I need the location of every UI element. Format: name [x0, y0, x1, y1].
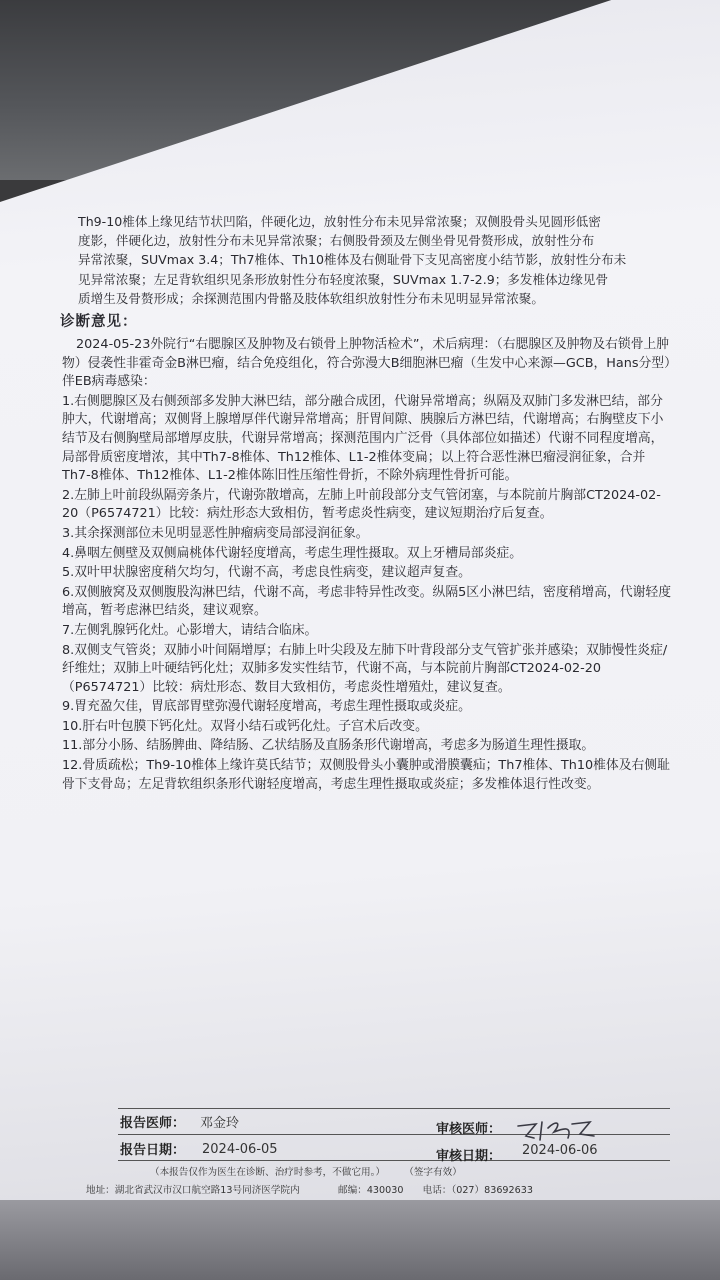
diagnosis-item: 11.部分小肠、结肠脾曲、降结肠、乙状结肠及直肠条形代谢增高，考虑多为肠道生理性摄取。: [62, 738, 595, 754]
diagnosis-item: 5.双叶甲状腺密度稍欠均匀，代谢不高，考虑良性病变，建议超声复查。: [62, 565, 471, 581]
disclaimer-note: （本报告仅作为医生在诊断、治疗时参考，不做它用。） （签字有效）: [150, 1167, 462, 1178]
findings-line: 见异常浓聚；左足背软组织见条形放射性分布轻度浓聚，SUVmax 1.7-2.9；多发椎体边缘见骨: [78, 271, 609, 287]
findings-text: [78, 212, 688, 308]
review-date-label: 审核日期：: [436, 1149, 502, 1164]
findings-line: 质增生及骨赘形成；余探测范围内骨骼及肢体软组织放射性分布未见明显异常浓聚。: [78, 290, 544, 306]
diagnosis-item: 2.左肺上叶前段纵隔旁条片，代谢弥散增高，左肺上叶前段部分支气管闭塞，与本院前片胸部CT2024-02-20（P6574721）比较：病灶形态大致相仿，暂考虑炎性病变，建议短期治疗后复查。: [62, 487, 661, 522]
diagnosis-item: 10.肝右叶包膜下钙化灶。双肾小结石或钙化灶。子宫术后改变。: [62, 718, 428, 734]
reporter-label: 报告医师：: [120, 1116, 186, 1131]
diagnosis-item: 6.双侧腋窝及双侧腹股沟淋巴结，代谢不高，考虑非特异性改变。纵隔5区小淋巴结，密度稍增高，代谢轻度增高，暂考虑淋巴结炎，建议观察。: [62, 584, 672, 619]
review-date: 2024-06-06: [522, 1143, 598, 1158]
findings-line: 度影，伴硬化边，放射性分布未见异常浓聚；右侧股骨颈及左侧坐骨见骨赘形成，放射性分布: [78, 233, 595, 249]
diagnosis-item: 8.双侧支气管炎；双肺小叶间隔增厚；右肺上叶尖段及左肺下叶背段部分支气管扩张并感染；双肺慢性炎症/纤维灶；双肺上叶硬结钙化灶；双肺多发实性结节，代谢不高，与本院前片胸部CT2024-02-20（P6574721）比较：病灶形态、数目大致相仿，考虑炎性增殖灶，建议复查。: [62, 642, 668, 695]
report-date-label: 报告日期：: [120, 1143, 186, 1158]
diagnosis-item: 3.其余探测部位未见明显恶性肿瘤病变局部浸润征象。: [62, 525, 369, 541]
reporter-name: 邓金玲: [200, 1116, 240, 1131]
diagnosis-item: 1.右侧腮腺区及右侧颈部多发肿大淋巴结，部分融合成团，代谢异常增高；纵隔及双肺门多发淋巴结，部分肿大，代谢增高；双侧肾上腺增厚伴代谢异常增高；肝胃间隙、胰腺后方淋巴结，代谢增高；右胸壁皮下小结节及右侧胸壁局部增厚皮肤，代谢异常增高；探测范围内广泛骨（具体部位如描述）代谢不同程度增高，局部骨质密度增浓，其中Th7-8椎体、Th12椎体、L1-2椎体变扁；以上符合恶性淋巴瘤浸润征象，合并Th7-8椎体、Th12椎体、L1-2椎体陈旧性压缩性骨折，不除外病理性骨折可能。: [62, 393, 664, 484]
findings-line: 异常浓聚，SUVmax 3.4；Th7椎体、Th10椎体及右侧耻骨下支见高密度小结节影，放射性分布未: [78, 252, 627, 268]
diagnosis-item: 9.胃充盈欠佳，胃底部胃壁弥漫代谢轻度增高，考虑生理性摄取或炎症。: [62, 699, 471, 715]
diagnosis-body: [62, 336, 674, 795]
diagnosis-lead: 2024-05-23外院行“右腮腺区及肿物及右锁骨上肿物活检术”，术后病理：（右腮腺区及肿物及右锁骨上肿物）侵袭性非霍奇金B淋巴瘤，结合免疫组化，符合弥漫大B细胞淋巴瘤（生发中心来源—GCB，Hans分型）伴EB病毒感染：: [62, 337, 671, 390]
reviewer-label: 审核医师：: [436, 1122, 502, 1137]
findings-line: Th9-10椎体上缘见结节状凹陷，伴硬化边，放射性分布未见异常浓聚；双侧股骨头见圆形低密: [78, 214, 601, 229]
diagnosis-title: 诊断意见：: [60, 314, 138, 330]
reviewer-signature: [512, 1116, 602, 1146]
diagnosis-item: 12.骨质疏松；Th9-10椎体上缘许莫氏结节；双侧股骨头小囊肿或滑膜囊疝；Th7椎体、Th10椎体及右侧耻骨下支骨岛；左足背软组织条形代谢轻度增高，考虑生理性摄取或炎症；多发椎体退行性改变。: [62, 758, 670, 792]
report-date: 2024-06-05: [202, 1142, 278, 1157]
footer-rule-top: [118, 1108, 670, 1109]
footer-rule-bottom: [118, 1160, 670, 1161]
diagnosis-item: 4.鼻咽左侧壁及双侧扁桃体代谢轻度增高，考虑生理性摄取。双上牙槽局部炎症。: [62, 545, 523, 561]
hospital-address: 地址：湖北省武汉市汉口航空路13号同济医学院内 邮编：430030 电话：（027）83692633: [86, 1185, 533, 1196]
diagnosis-item: 7.左侧乳腺钙化灶。心影增大，请结合临床。: [62, 622, 318, 638]
